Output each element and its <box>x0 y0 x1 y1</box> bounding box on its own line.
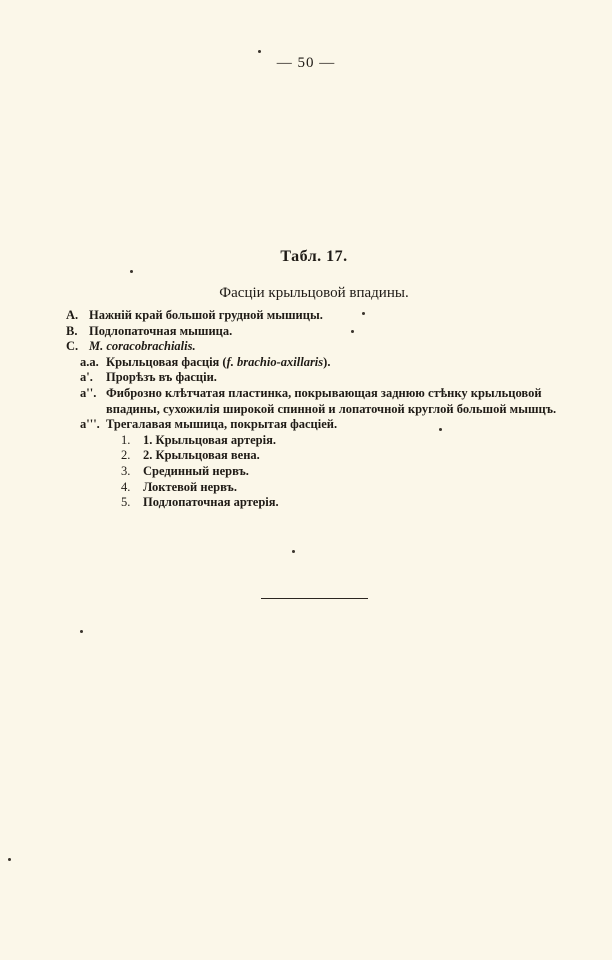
legend-label: a.a. <box>80 354 99 369</box>
paper-speck <box>130 270 133 273</box>
legend-text: 2. Крыльцовая вена. <box>143 448 260 463</box>
legend-text-pre: Крыльцовая фасція ( <box>106 354 227 369</box>
legend-entry-aa <box>66 355 566 371</box>
legend-entry-1 <box>66 433 566 449</box>
legend-text: Срединный нервъ. <box>143 463 249 478</box>
legend-text-latin: coracobrachialis. <box>106 339 196 354</box>
paper-speck <box>362 312 365 315</box>
legend-label: a'. <box>80 370 93 385</box>
legend-label: C. <box>66 339 79 354</box>
legend-label: a''. <box>80 385 97 400</box>
legend-text: Прорѣзъ въ фасціи. <box>106 370 217 385</box>
page-number: — 50 — <box>276 55 336 71</box>
legend-text-prefix: M. <box>89 339 104 354</box>
legend-number: 4. <box>121 479 131 494</box>
legend-text <box>89 339 196 355</box>
legend-label: a'''. <box>80 417 100 432</box>
legend-entry-4 <box>66 480 566 496</box>
legend-text: Трегалавая мышица, покрытая фасціей. <box>106 417 338 432</box>
legend-text: Подлопаточная мышица. <box>89 323 233 338</box>
legend-list <box>66 308 566 511</box>
legend-label: A. <box>66 308 79 322</box>
legend-number: 1. <box>121 432 131 447</box>
legend-label: B. <box>66 323 78 338</box>
legend-entry-a-double-prime <box>66 386 566 417</box>
legend-entry-3 <box>66 464 566 480</box>
paper-speck <box>258 50 261 53</box>
legend-entry-b <box>66 324 566 340</box>
paper-speck <box>351 330 354 333</box>
paper-speck <box>80 630 83 633</box>
legend-text: Фиброзно клѣтчатая пластинка, покрывающая заднюю стѣнку крыльцовой впадины, сухожилія широкой спинной и лопаточной круглой большой мышцъ. <box>106 385 557 416</box>
legend-text: Подлопаточная артерія. <box>143 495 279 510</box>
paper-speck <box>292 550 295 553</box>
legend-entry-5 <box>66 495 566 511</box>
legend-number: 3. <box>121 463 131 478</box>
paper-speck <box>8 858 11 861</box>
legend-number: 5. <box>121 495 131 510</box>
legend-entry-a-triple-prime <box>66 417 566 433</box>
legend-entry-c <box>66 339 566 355</box>
legend-text-latin: f. brachio-axillaris <box>226 354 324 369</box>
legend-text <box>106 355 561 371</box>
paper-speck <box>439 428 442 431</box>
section-divider <box>261 598 368 599</box>
legend-entry-a <box>66 308 566 324</box>
legend-text: Нажній край большой грудной мышицы. <box>89 308 323 322</box>
legend-entry-2 <box>66 448 566 464</box>
legend-text: Локтевой нервъ. <box>143 479 237 494</box>
legend-text-post: ). <box>323 354 331 369</box>
legend-text: 1. Крыльцовая артерія. <box>143 432 276 447</box>
legend-entry-a-prime <box>66 370 566 386</box>
plate-subtitle: Фасціи крыльцовой впадины. <box>219 285 409 301</box>
plate-title: Табл. 17. <box>280 248 348 265</box>
legend-number: 2. <box>121 448 131 463</box>
